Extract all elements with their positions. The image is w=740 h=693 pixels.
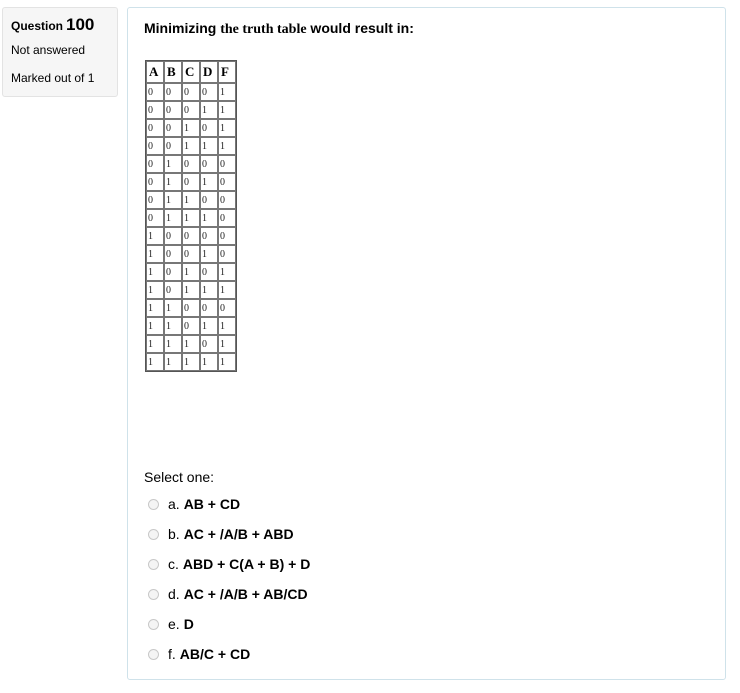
table-cell: 1: [200, 173, 218, 191]
table-row: [146, 335, 236, 353]
option-d-letter: d.: [168, 586, 180, 602]
table-row: [146, 281, 236, 299]
truth-table-header-row: [146, 61, 236, 83]
question-text-part1: Minimizing: [144, 20, 221, 36]
table-cell: 0: [218, 227, 236, 245]
option-a[interactable]: [148, 494, 310, 514]
table-cell: 1: [200, 101, 218, 119]
table-cell: 1: [200, 209, 218, 227]
table-cell: 0: [218, 191, 236, 209]
table-cell: 0: [200, 263, 218, 281]
table-cell: 1: [218, 317, 236, 335]
table-cell: 0: [182, 155, 200, 173]
table-cell: 1: [146, 281, 164, 299]
table-cell: 1: [146, 227, 164, 245]
option-a-letter: a.: [168, 496, 180, 512]
table-cell: 1: [146, 263, 164, 281]
table-cell: 1: [182, 335, 200, 353]
table-cell: 0: [218, 173, 236, 191]
radio-c[interactable]: [148, 559, 159, 570]
option-b-text: AC + /A/B + ABD: [183, 526, 294, 542]
header-b: B: [164, 61, 182, 83]
question-number: [11, 15, 109, 35]
table-cell: 1: [200, 245, 218, 263]
table-cell: 0: [164, 137, 182, 155]
table-row: [146, 173, 236, 191]
table-cell: 1: [164, 191, 182, 209]
table-cell: 0: [218, 245, 236, 263]
table-cell: 0: [146, 173, 164, 191]
table-cell: 0: [164, 101, 182, 119]
question-content: [127, 7, 726, 680]
table-cell: 1: [146, 299, 164, 317]
table-cell: 1: [200, 137, 218, 155]
table-cell: 1: [200, 353, 218, 371]
table-cell: 0: [200, 335, 218, 353]
table-row: [146, 263, 236, 281]
table-cell: 0: [200, 299, 218, 317]
header-d: D: [200, 61, 218, 83]
radio-a[interactable]: [148, 499, 159, 510]
table-row: [146, 227, 236, 245]
table-cell: 1: [146, 335, 164, 353]
table-row: [146, 317, 236, 335]
table-cell: 1: [200, 281, 218, 299]
table-cell: 1: [182, 209, 200, 227]
table-cell: 1: [218, 137, 236, 155]
question-text-part3: would result in:: [306, 20, 414, 36]
radio-e[interactable]: [148, 619, 159, 630]
table-cell: 0: [182, 101, 200, 119]
table-row: [146, 191, 236, 209]
table-row: [146, 83, 236, 101]
option-e-text: D: [183, 616, 194, 632]
table-cell: 0: [200, 83, 218, 101]
option-d[interactable]: [148, 584, 310, 604]
question-info-panel: [2, 7, 118, 97]
truth-table: [145, 60, 237, 372]
table-cell: 0: [182, 245, 200, 263]
table-row: [146, 299, 236, 317]
question-text-part2: the truth table: [220, 22, 307, 37]
radio-b[interactable]: [148, 529, 159, 540]
table-cell: 0: [164, 281, 182, 299]
table-cell: 1: [146, 317, 164, 335]
table-cell: 1: [182, 281, 200, 299]
table-cell: 0: [146, 119, 164, 137]
table-row: [146, 101, 236, 119]
option-e[interactable]: [148, 614, 310, 634]
table-cell: 0: [164, 83, 182, 101]
table-cell: 0: [146, 209, 164, 227]
table-cell: 1: [218, 119, 236, 137]
table-cell: 1: [182, 353, 200, 371]
table-cell: 1: [182, 137, 200, 155]
table-cell: 1: [164, 353, 182, 371]
table-cell: 1: [218, 281, 236, 299]
table-cell: 0: [146, 83, 164, 101]
table-row: [146, 353, 236, 371]
header-a: A: [146, 61, 164, 83]
table-cell: 0: [218, 299, 236, 317]
radio-d[interactable]: [148, 589, 159, 600]
table-row: [146, 245, 236, 263]
table-cell: 0: [182, 317, 200, 335]
option-b[interactable]: [148, 524, 310, 544]
table-cell: 1: [164, 209, 182, 227]
table-row: [146, 137, 236, 155]
select-prompt: Select one:: [144, 469, 215, 485]
table-cell: 0: [164, 263, 182, 281]
table-cell: 0: [200, 155, 218, 173]
table-cell: 0: [146, 137, 164, 155]
question-grade: Marked out of 1: [11, 71, 95, 85]
table-cell: 1: [218, 101, 236, 119]
question-number-value: 100: [66, 15, 95, 34]
radio-f[interactable]: [148, 649, 159, 660]
header-f: F: [218, 61, 236, 83]
table-cell: 0: [218, 155, 236, 173]
table-cell: 0: [164, 227, 182, 245]
table-cell: 0: [218, 209, 236, 227]
table-cell: 0: [200, 227, 218, 245]
option-c-letter: c.: [168, 556, 179, 572]
table-cell: 0: [146, 155, 164, 173]
header-c: C: [182, 61, 200, 83]
table-cell: 0: [164, 119, 182, 137]
table-cell: 0: [182, 83, 200, 101]
table-cell: 0: [182, 227, 200, 245]
table-cell: 0: [146, 101, 164, 119]
table-cell: 1: [164, 335, 182, 353]
table-cell: 1: [164, 155, 182, 173]
table-cell: 1: [182, 263, 200, 281]
option-f-letter: f.: [168, 646, 176, 662]
table-cell: 1: [218, 335, 236, 353]
option-b-letter: b.: [168, 526, 180, 542]
table-cell: 1: [218, 83, 236, 101]
table-cell: 0: [164, 245, 182, 263]
table-cell: 0: [200, 119, 218, 137]
question-label: Question: [11, 19, 64, 33]
table-cell: 0: [146, 191, 164, 209]
truth-table-body: [146, 83, 236, 371]
table-cell: 0: [200, 191, 218, 209]
table-cell: 1: [200, 317, 218, 335]
option-a-text: AB + CD: [183, 496, 241, 512]
table-row: [146, 119, 236, 137]
option-d-text: AC + /A/B + AB/CD: [183, 586, 308, 602]
option-f-text: AB/C + CD: [179, 646, 251, 662]
option-e-letter: e.: [168, 616, 180, 632]
table-cell: 1: [182, 191, 200, 209]
table-cell: 1: [182, 119, 200, 137]
table-cell: 1: [164, 317, 182, 335]
option-f[interactable]: [148, 644, 310, 664]
table-row: [146, 209, 236, 227]
table-row: [146, 155, 236, 173]
table-cell: 1: [218, 353, 236, 371]
table-cell: 1: [146, 353, 164, 371]
table-cell: 1: [146, 245, 164, 263]
table-cell: 1: [164, 299, 182, 317]
table-cell: 1: [164, 173, 182, 191]
table-cell: 0: [182, 299, 200, 317]
question-text: [144, 20, 414, 38]
table-cell: 0: [182, 173, 200, 191]
option-c-text: ABD + C(A + B) + D: [182, 556, 311, 572]
question-state: Not answered: [11, 43, 86, 57]
answer-options: [148, 494, 310, 674]
table-cell: 1: [218, 263, 236, 281]
option-c[interactable]: [148, 554, 310, 574]
